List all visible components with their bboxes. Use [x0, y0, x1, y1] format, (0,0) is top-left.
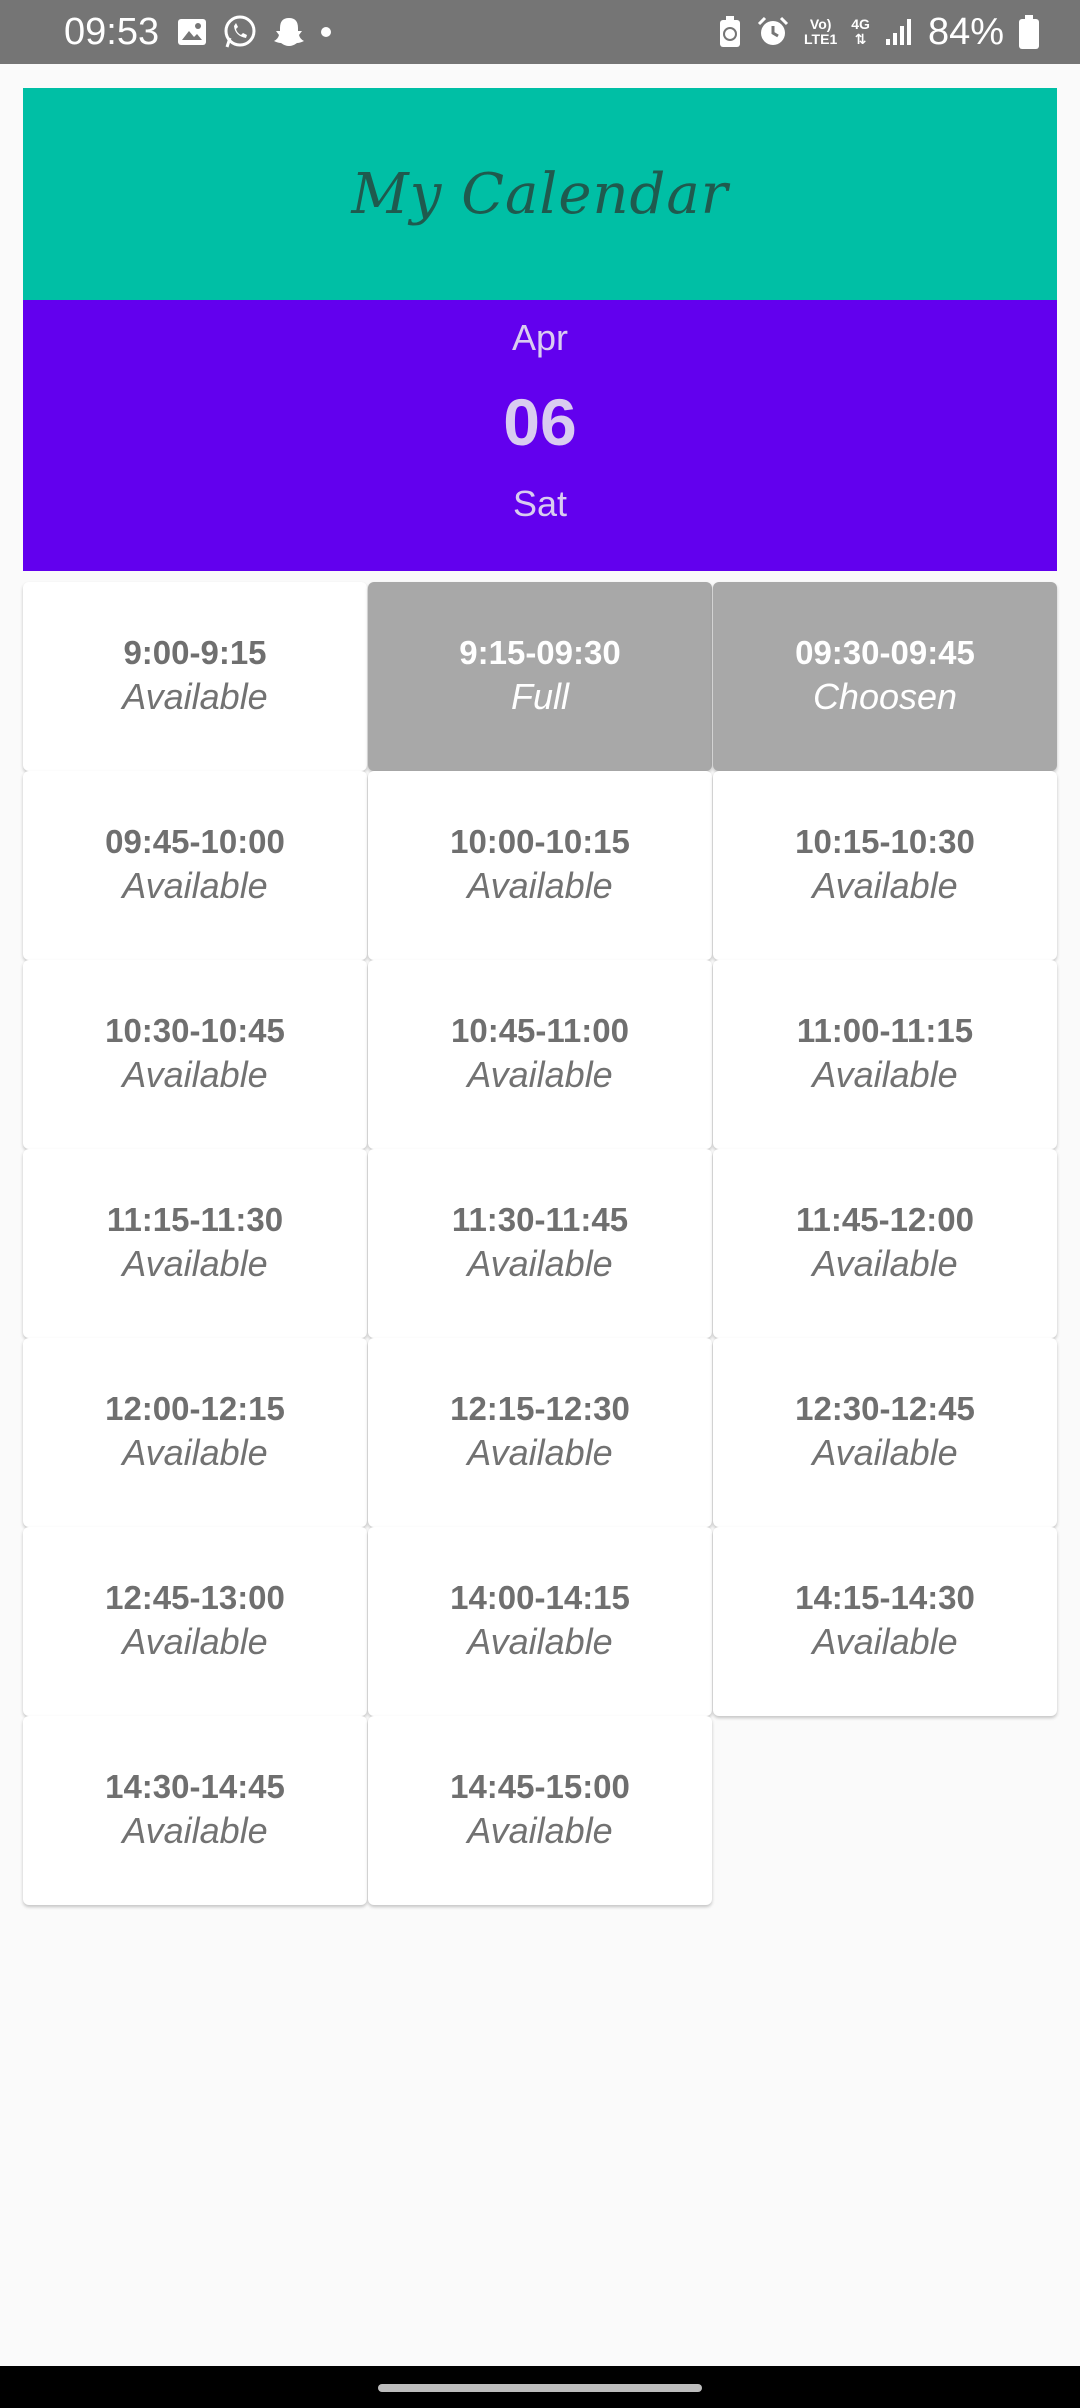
slot-time: 14:30-14:45	[105, 1768, 285, 1805]
signal-icon	[884, 17, 914, 47]
time-slot[interactable]	[713, 1338, 1057, 1527]
home-gesture-handle[interactable]	[378, 2384, 702, 2392]
network-label-top: Vo)	[809, 16, 832, 32]
slot-time: 14:00-14:15	[450, 1579, 630, 1616]
network-label-bottom: LTE1	[804, 31, 838, 47]
time-slot[interactable]	[368, 1149, 712, 1338]
slot-time: 12:15-12:30	[450, 1390, 630, 1427]
time-slot[interactable]	[23, 1716, 367, 1905]
time-slot[interactable]	[23, 1527, 367, 1716]
slot-status: Available	[122, 1810, 268, 1851]
time-slot[interactable]	[368, 960, 712, 1149]
date-day: 06	[503, 385, 577, 459]
slot-time: 10:00-10:15	[450, 823, 630, 860]
notification-icons	[176, 14, 332, 50]
slot-status: Available	[122, 676, 268, 717]
data-type-icon: 4G ⇅	[851, 16, 870, 47]
slot-status: Available	[122, 1432, 268, 1473]
battery-icon	[1018, 14, 1040, 50]
time-slot[interactable]	[713, 1149, 1057, 1338]
slot-status: Available	[467, 1621, 613, 1662]
date-weekday: Sat	[512, 483, 568, 524]
slot-time: 11:45-12:00	[796, 1201, 974, 1238]
slot-status: Available	[122, 1054, 268, 1095]
slot-status: Available	[467, 1432, 613, 1473]
dot-icon	[320, 26, 332, 38]
slot-time: 10:15-10:30	[795, 823, 975, 860]
status-time: 09:53	[64, 11, 160, 53]
selected-date-panel	[23, 300, 1057, 571]
alarm-icon	[756, 15, 790, 49]
slot-status: Available	[467, 1810, 613, 1851]
slot-time: 11:00-11:15	[796, 1012, 974, 1049]
slot-status: Available	[122, 865, 268, 906]
volte-icon	[804, 17, 837, 47]
slot-status: Available	[812, 1054, 958, 1095]
time-slot[interactable]	[23, 1149, 367, 1338]
slot-time: 10:30-10:45	[105, 1012, 285, 1049]
slot-time: 12:45-13:00	[105, 1579, 285, 1616]
time-slot[interactable]	[368, 1527, 712, 1716]
slot-status: Available	[812, 865, 958, 906]
battery-percentage: 84%	[927, 11, 1004, 53]
slot-time: 10:45-11:00	[451, 1012, 629, 1049]
slot-status: Available	[812, 1432, 958, 1473]
slot-time: 14:15-14:30	[795, 1579, 975, 1616]
slot-time: 12:00-12:15	[105, 1390, 285, 1427]
slot-time: 9:15-09:30	[459, 634, 621, 671]
app-title: My Calendar	[351, 161, 729, 227]
time-slot[interactable]	[23, 582, 367, 771]
slot-time: 12:30-12:45	[795, 1390, 975, 1427]
time-slot[interactable]	[368, 1338, 712, 1527]
whatsapp-icon	[222, 14, 258, 50]
slot-status: Available	[467, 865, 613, 906]
slot-time: 09:30-09:45	[795, 634, 975, 671]
time-slot[interactable]	[23, 771, 367, 960]
gallery-icon	[176, 16, 208, 48]
system-icons	[718, 8, 1040, 56]
time-slot-grid	[23, 582, 1057, 1905]
time-slot-chosen[interactable]	[713, 582, 1057, 771]
time-slot-full[interactable]	[368, 582, 712, 771]
time-slot[interactable]	[368, 771, 712, 960]
slot-status: Available	[812, 1621, 958, 1662]
time-slot[interactable]	[713, 960, 1057, 1149]
signal-type-label: 4G	[851, 16, 870, 32]
date-month: Apr	[511, 317, 569, 358]
time-slot[interactable]	[713, 1527, 1057, 1716]
time-slot[interactable]	[23, 960, 367, 1149]
slot-time: 11:15-11:30	[106, 1201, 284, 1238]
calendar-header	[23, 88, 1057, 300]
slot-status: Full	[510, 676, 569, 717]
slot-status: Available	[122, 1621, 268, 1662]
slot-time: 14:45-15:00	[450, 1768, 630, 1805]
snapchat-icon	[272, 15, 306, 49]
slot-status: Available	[467, 1054, 613, 1095]
slot-status: Available	[812, 1243, 958, 1284]
slot-status: Available	[122, 1243, 268, 1284]
time-slot[interactable]	[713, 771, 1057, 960]
time-slot[interactable]	[23, 1338, 367, 1527]
battery-saver-icon	[718, 15, 742, 49]
slot-status: Available	[467, 1243, 613, 1284]
status-bar	[0, 0, 1080, 64]
slot-time: 09:45-10:00	[105, 823, 285, 860]
time-slot[interactable]	[368, 1716, 712, 1905]
slot-time: 11:30-11:45	[451, 1201, 629, 1238]
slot-status: Choosen	[812, 676, 958, 717]
slot-time: 9:00-9:15	[123, 634, 267, 671]
